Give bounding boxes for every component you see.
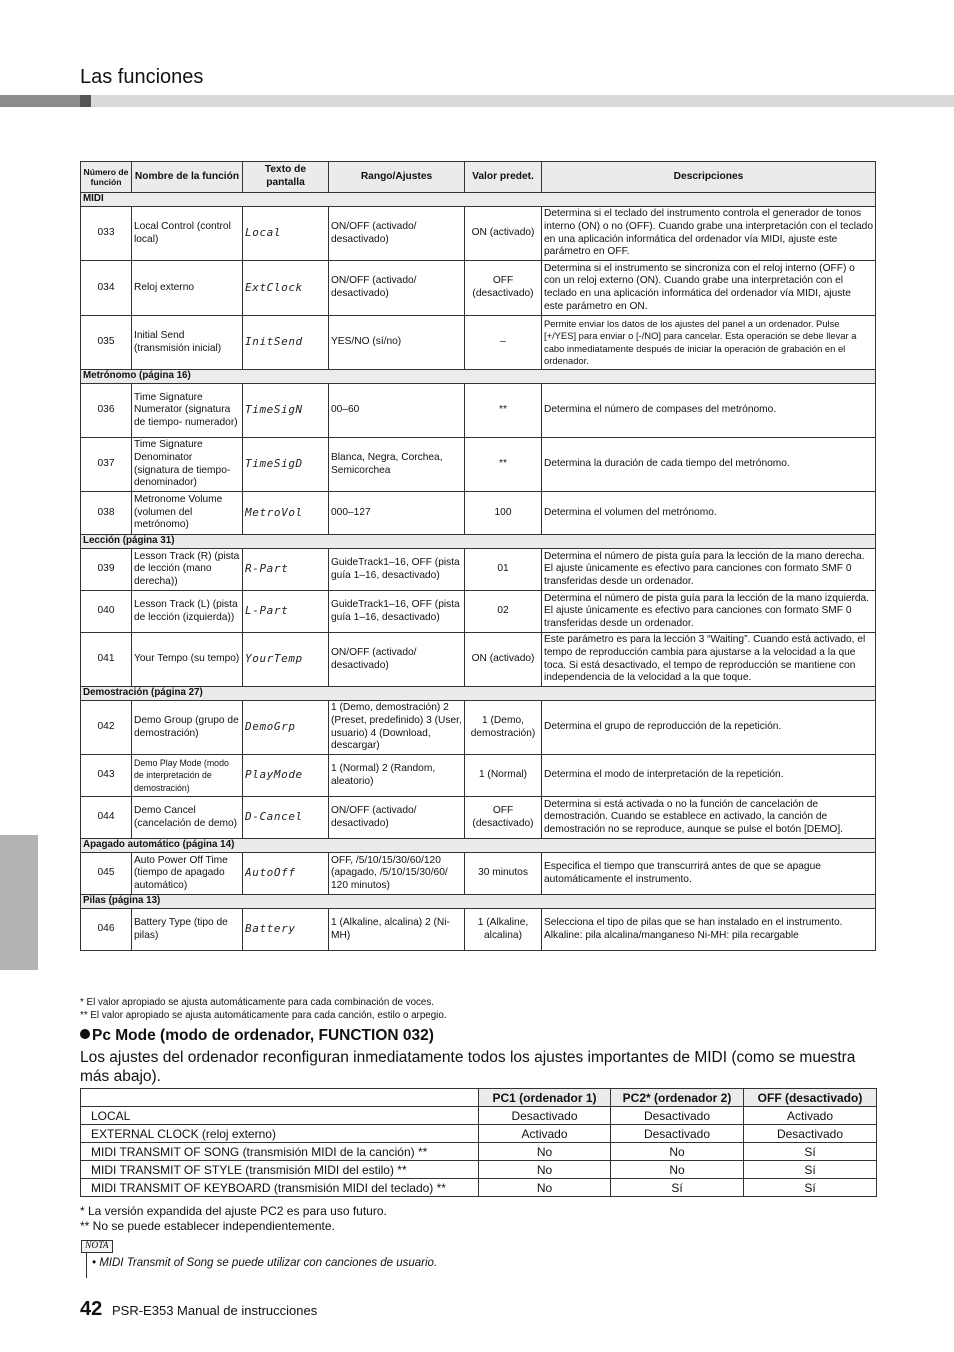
range-settings: ON/OFF (activado/ desactivado) — [329, 261, 465, 316]
range-settings: Blanca, Negra, Corchea, Semicorchea — [329, 438, 465, 492]
table-row — [81, 701, 876, 755]
pc-note: ** No se puede establecer independientemente. — [80, 1219, 335, 1233]
function-number: 038 — [81, 492, 132, 535]
section-row — [81, 370, 876, 384]
col-header-range: Rango/Ajustes — [329, 162, 465, 193]
page-title: Las funciones — [80, 66, 204, 88]
display-text: YourTemp — [243, 633, 329, 687]
display-text: MetroVol — [243, 492, 329, 535]
section-title: Lección (página 31) — [81, 535, 876, 549]
table-row — [81, 261, 876, 316]
table-row — [81, 591, 876, 633]
function-number: 044 — [81, 797, 132, 839]
section-row — [81, 193, 876, 207]
pc-row-label: EXTERNAL CLOCK (reloj externo) — [81, 1125, 479, 1143]
description: Determina el grupo de reproducción de la repetición. — [542, 701, 876, 755]
nota-text: • MIDI Transmit of Song se puede utilizar con canciones de usuario. — [92, 1257, 438, 1269]
manual-title: PSR-E353 Manual de instrucciones — [112, 1303, 318, 1318]
range-settings: ON/OFF (activado/ desactivado) — [329, 207, 465, 261]
default-value: 30 minutos — [465, 853, 542, 895]
display-text: R-Part — [243, 549, 329, 591]
range-settings: 1 (Normal) 2 (Random, aleatorio) — [329, 755, 465, 797]
col-header-name: Nombre de la función — [132, 162, 243, 193]
section-title: Pilas (página 13) — [81, 895, 876, 909]
default-value: 01 — [465, 549, 542, 591]
pc-table-body — [81, 1107, 877, 1197]
pc-col-header-pc1: PC1 (ordenador 1) — [479, 1089, 611, 1107]
description: Este parámetro es para la lección 3 “Waiting”. Cuando está activado, el tempo de reproducción cambia para ajustarse a la velocidad a la que toca. Si está desactivado, el tempo de reproducción se mantiene con independencia de la velocidad a la que toque. — [542, 633, 876, 687]
pc1-value: No — [479, 1179, 611, 1197]
display-text: PlayMode — [243, 755, 329, 797]
display-text: InitSend — [243, 316, 329, 370]
pc2-value: Desactivado — [611, 1125, 744, 1143]
function-number: 046 — [81, 909, 132, 951]
range-settings: 1 (Demo, demostración) 2 (Preset, predefinido) 3 (User, usuario) 4 (Download, descargar) — [329, 701, 465, 755]
display-text: TimeSigN — [243, 384, 329, 438]
col-header-default: Valor predet. — [465, 162, 542, 193]
pc-mode-text: Los ajustes del ordenador reconfiguran inmediatamente todos los ajustes importantes de MIDI (como se muestra más abajo). — [80, 1049, 856, 1085]
pc-col-header-off: OFF (desactivado) — [744, 1089, 877, 1107]
off-value: Sí — [744, 1179, 877, 1197]
function-name: Demo Cancel (cancelación de demo) — [132, 797, 243, 839]
description: Determina el modo de interpretación de la repetición. — [542, 755, 876, 797]
range-settings: ON/OFF (activado/ desactivado) — [329, 633, 465, 687]
description: Determina el número de compases del metrónomo. — [542, 384, 876, 438]
pc-table-row — [81, 1107, 877, 1125]
section-title: Apagado automático (página 14) — [81, 839, 876, 853]
default-value: OFF (desactivado) — [465, 261, 542, 316]
function-name: Local Control (control local) — [132, 207, 243, 261]
pc-note: * La versión expandida del ajuste PC2 es para uso futuro. — [80, 1204, 387, 1218]
pc-col-header-empty — [81, 1089, 479, 1107]
default-value: OFF (desactivado) — [465, 797, 542, 839]
function-name: Initial Send (transmisión inicial) — [132, 316, 243, 370]
range-settings: 00–60 — [329, 384, 465, 438]
range-settings: GuideTrack1–16, OFF (pista guía 1–16, desactivado) — [329, 591, 465, 633]
function-number: 035 — [81, 316, 132, 370]
section-title: Demostración (página 27) — [81, 687, 876, 701]
table-row — [81, 549, 876, 591]
function-number: 045 — [81, 853, 132, 895]
function-table — [80, 161, 876, 951]
pc2-value: No — [611, 1143, 744, 1161]
function-name: Metronome Volume (volumen del metrónomo) — [132, 492, 243, 535]
pc-row-label: MIDI TRANSMIT OF SONG (transmisión MIDI de la canción) ** — [81, 1143, 479, 1161]
pc-col-header-pc2: PC2* (ordenador 2) — [611, 1089, 744, 1107]
description: Permite enviar los datos de los ajustes del panel a un ordenador. Pulse [+/YES] para enviar o [-/NO] para cancelar. Esta operación se debe llevar a cabo inmediatamente después de iniciar la operación de grabación en el ordenador. — [542, 316, 876, 370]
default-value: ** — [465, 438, 542, 492]
function-name: Reloj externo — [132, 261, 243, 316]
side-tab — [0, 835, 38, 970]
function-number: 042 — [81, 701, 132, 755]
range-settings: YES/NO (sí/no) — [329, 316, 465, 370]
description: Determina la duración de cada tiempo del metrónomo. — [542, 438, 876, 492]
page-number: 42 — [80, 1298, 103, 1320]
default-value: 1 (Alkaline, alcalina) — [465, 909, 542, 951]
off-value: Sí — [744, 1143, 877, 1161]
pc1-value: No — [479, 1161, 611, 1179]
function-name: Auto Power Off Time (tiempo de apagado automático) — [132, 853, 243, 895]
pc-mode-heading — [80, 1027, 434, 1045]
table-footnote: ** El valor apropiado se ajusta automáticamente para cada canción, estilo o arpegio. — [80, 1010, 447, 1021]
description: Especifica el tiempo que transcurrirá antes de que se apague automáticamente el instrumento. — [542, 853, 876, 895]
display-text: D-Cancel — [243, 797, 329, 839]
table-row — [81, 853, 876, 895]
default-value: 100 — [465, 492, 542, 535]
display-text: AutoOff — [243, 853, 329, 895]
range-settings: ON/OFF (activado/ desactivado) — [329, 797, 465, 839]
header-bar-dark — [0, 95, 80, 107]
pc-row-label: LOCAL — [81, 1107, 479, 1125]
table-row — [81, 633, 876, 687]
pc2-value: No — [611, 1161, 744, 1179]
col-header-number: Número de función — [81, 162, 132, 193]
table-row — [81, 207, 876, 261]
nota-line — [86, 1252, 87, 1278]
default-value: – — [465, 316, 542, 370]
section-row — [81, 535, 876, 549]
nota-label: NOTA — [81, 1240, 113, 1253]
display-text: TimeSigD — [243, 438, 329, 492]
table-row — [81, 384, 876, 438]
pc-table-header-row — [81, 1089, 877, 1107]
default-value: 1 (Normal) — [465, 755, 542, 797]
description: Determina si está activada o no la función de cancelación de demostración. Cuando se establece en activado, la canción de demostración no se reproduce, aunque se pulse el botón [DEMO]. — [542, 797, 876, 839]
function-name: Battery Type (tipo de pilas) — [132, 909, 243, 951]
default-value: ** — [465, 384, 542, 438]
default-value: ON (activado) — [465, 633, 542, 687]
display-text: Battery — [243, 909, 329, 951]
section-row — [81, 839, 876, 853]
description: Determina si el instrumento se sincroniza con el reloj interno (OFF) o con un reloj externo (ON). Cuando grabe una interpretación con el teclado en una aplicación informática del ordenador vía MIDI, ajuste este parámetro en ON. — [542, 261, 876, 316]
pc-row-label: MIDI TRANSMIT OF KEYBOARD (transmisión MIDI del teclado) ** — [81, 1179, 479, 1197]
pc1-value: Desactivado — [479, 1107, 611, 1125]
function-number: 039 — [81, 549, 132, 591]
description: Selecciona el tipo de pilas que se han instalado en el instrumento. Alkaline: pila alcalina/manganeso Ni-MH: pila recargable — [542, 909, 876, 951]
off-value: Desactivado — [744, 1125, 877, 1143]
function-name: Time Signature Numerator (signatura de tiempo- numerador) — [132, 384, 243, 438]
table-row — [81, 909, 876, 951]
pc1-value: No — [479, 1143, 611, 1161]
section-row — [81, 687, 876, 701]
table-header-row — [81, 162, 876, 193]
function-name: Demo Group (grupo de demostración) — [132, 701, 243, 755]
pc-table-row — [81, 1179, 877, 1197]
default-value: ON (activado) — [465, 207, 542, 261]
pc-table-row — [81, 1161, 877, 1179]
pc-table-row — [81, 1125, 877, 1143]
range-settings: 000–127 — [329, 492, 465, 535]
display-text: L-Part — [243, 591, 329, 633]
pc-row-label: MIDI TRANSMIT OF STYLE (transmisión MIDI del estilo) ** — [81, 1161, 479, 1179]
table-row — [81, 797, 876, 839]
function-number: 036 — [81, 384, 132, 438]
function-number: 040 — [81, 591, 132, 633]
description: Determina el número de pista guía para la lección de la mano izquierda. El ajuste únicamente es efectivo para canciones con formato SMF 0 transferidas desde un ordenador. — [542, 591, 876, 633]
default-value: 02 — [465, 591, 542, 633]
table-row — [81, 755, 876, 797]
pc-mode-heading-text: Pc Mode (modo de ordenador, FUNCTION 032) — [92, 1027, 434, 1044]
description: Determina si el teclado del instrumento controla el generador de tonos interno (ON) o no (OFF). Cuando grabe una interpretación con el teclado en una aplicación informática del ordenador vía MIDI, ajuste este parámetro en OFF. — [542, 207, 876, 261]
off-value: Sí — [744, 1161, 877, 1179]
off-value: Activado — [744, 1107, 877, 1125]
function-name: Lesson Track (L) (pista de lección (izquierda)) — [132, 591, 243, 633]
range-settings: 1 (Alkaline, alcalina) 2 (Ni-MH) — [329, 909, 465, 951]
description: Determina el volumen del metrónomo. — [542, 492, 876, 535]
table-row — [81, 492, 876, 535]
function-table-body — [81, 193, 876, 951]
function-name: Time Signature Denominator (signatura de tiempo- denominador) — [132, 438, 243, 492]
function-number: 034 — [81, 261, 132, 316]
function-number: 037 — [81, 438, 132, 492]
pc2-value: Desactivado — [611, 1107, 744, 1125]
default-value: 1 (Demo, demostración) — [465, 701, 542, 755]
function-name: Demo Play Mode (modo de interpretación de demostración) — [132, 755, 243, 797]
function-number: 033 — [81, 207, 132, 261]
col-header-display: Texto de pantalla — [243, 162, 329, 193]
pc-mode-table — [80, 1088, 877, 1197]
table-footnote: * El valor apropiado se ajusta automáticamente para cada combinación de voces. — [80, 997, 434, 1008]
header-bar — [0, 95, 954, 107]
pc1-value: Activado — [479, 1125, 611, 1143]
pc-table-row — [81, 1143, 877, 1161]
description: Determina el número de pista guía para la lección de la mano derecha. El ajuste únicamente es efectivo para canciones con formato SMF 0 transferidas desde un ordenador. — [542, 549, 876, 591]
function-number: 043 — [81, 755, 132, 797]
col-header-description: Descripciones — [542, 162, 876, 193]
function-name: Lesson Track (R) (pista de lección (mano derecha)) — [132, 549, 243, 591]
section-title: Metrónomo (página 16) — [81, 370, 876, 384]
display-text: ExtClock — [243, 261, 329, 316]
range-settings: GuideTrack1–16, OFF (pista guía 1–16, desactivado) — [329, 549, 465, 591]
display-text: Local — [243, 207, 329, 261]
display-text: DemoGrp — [243, 701, 329, 755]
header-marker — [80, 95, 91, 107]
bullet-icon — [80, 1029, 90, 1039]
function-number: 041 — [81, 633, 132, 687]
function-name: Your Tempo (su tempo) — [132, 633, 243, 687]
section-row — [81, 895, 876, 909]
table-row — [81, 316, 876, 370]
section-title: MIDI — [81, 193, 876, 207]
range-settings: OFF, /5/10/15/30/60/120 (apagado, /5/10/15/30/60/ 120 minutos) — [329, 853, 465, 895]
table-row — [81, 438, 876, 492]
pc2-value: Sí — [611, 1179, 744, 1197]
